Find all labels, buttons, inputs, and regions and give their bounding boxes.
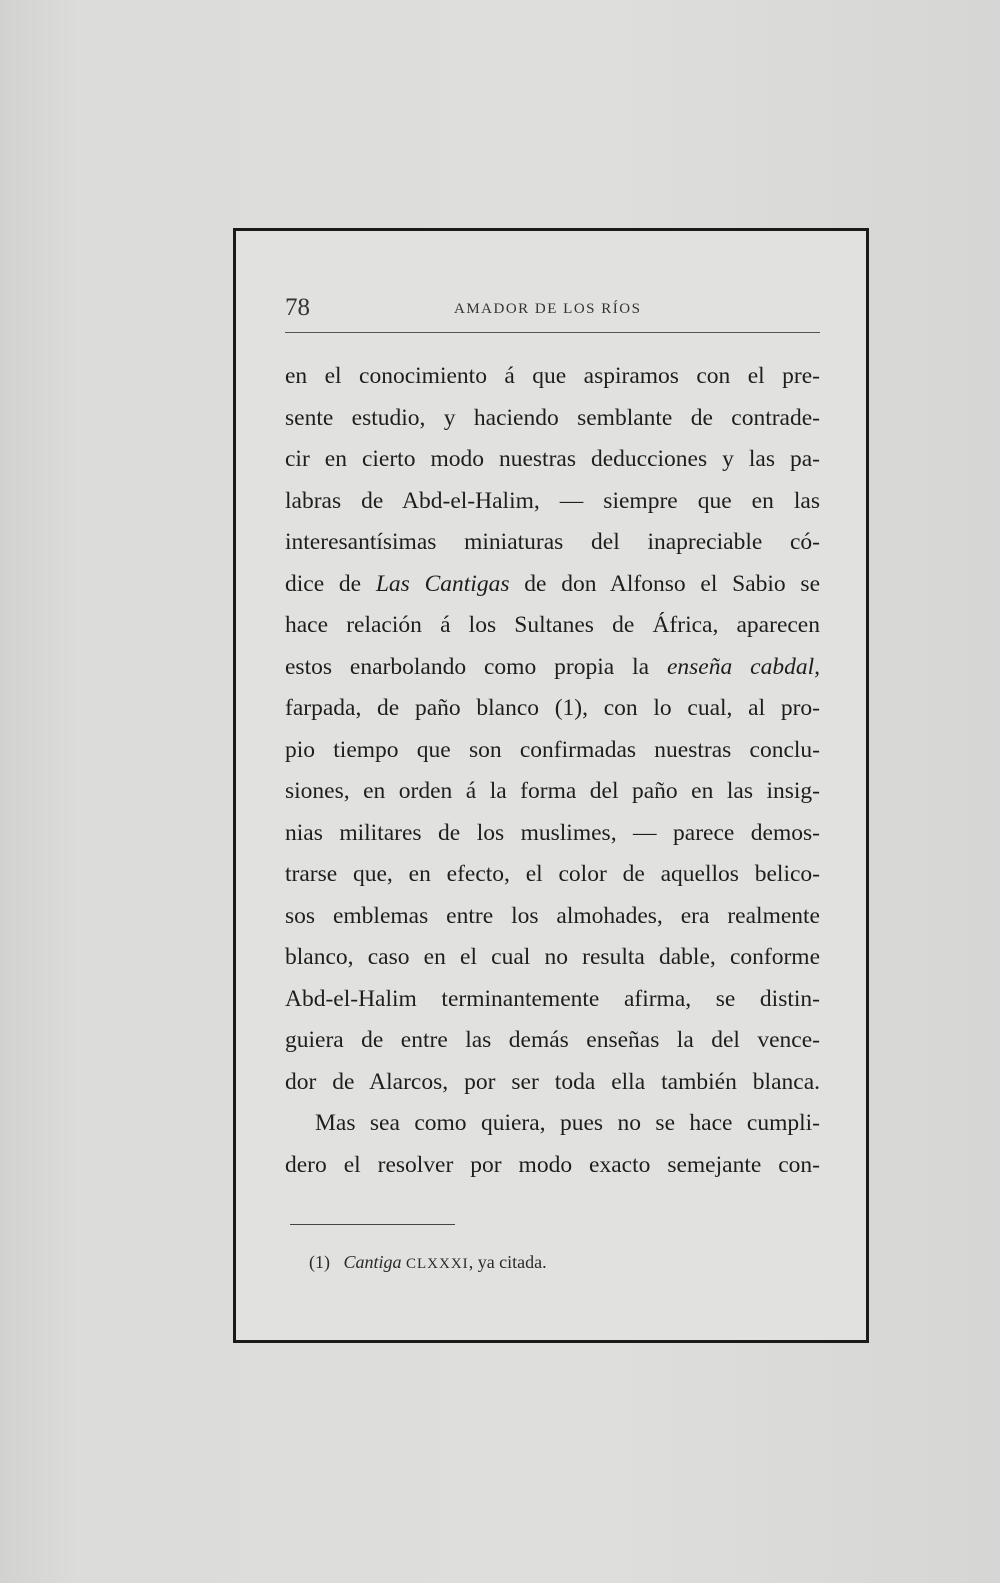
footnote-rest: , ya citada. [468,1252,547,1272]
text-line: farpada, de paño blanco (1), con lo cual, al pro- [285,695,820,721]
italic-title: Las Cantigas [375,570,510,597]
text-line: Abd-el-Halim terminantemente afirma, se distin- [285,985,820,1012]
text-line: guiera de entre las demás enseñas la del vence- [285,1027,820,1053]
running-head [285,294,820,326]
running-title: AMADOR DE LOS RÍOS [454,301,642,317]
text-line: Mas sea como quiera, pues no se hace cumpli- [315,1110,820,1136]
text-line: dero el resolver por modo exacto semejante con- [285,1151,820,1178]
text-line: interesantísimas miniaturas del inapreciable có- [285,529,820,555]
text-line: sos emblemas entre los almohades, era realmente [285,902,820,929]
text-line: dor de Alarcos, por ser toda ella también blanca. [285,1068,820,1095]
text-line [285,564,820,606]
footnote-italic: Cantiga [343,1252,402,1272]
text-line: cir en cierto modo nuestras deducciones y las pa- [285,446,820,472]
text-line: pio tiempo que son confirmadas nuestras conclu- [285,736,820,763]
text-line: sente estudio, y haciendo semblante de contrade- [285,404,820,431]
text-line: labras de Abd-el-Halim, — siempre que en las [285,487,820,514]
text-line: hace relación á los Sultanes de África, aparecen [285,612,820,638]
text-line: siones, en orden á la forma del paño en las insig- [285,778,820,804]
text-line: en el conocimiento á que aspiramos con el pre- [285,363,820,389]
text-run: de don Alfonso el Sabio se [509,570,821,597]
italic-term: enseña cabdal, [666,653,820,680]
footnote [309,1252,547,1273]
text-line [285,647,820,689]
footnote-marker: (1) [309,1252,330,1272]
body-text [285,356,820,1186]
text-run: dice de [285,570,376,597]
footnote-rule [290,1224,455,1225]
page-number: 78 [285,294,310,321]
text-line: blanco, caso en el cual no resulta dable, conforme [285,944,820,970]
header-rule [285,332,820,333]
footnote-numeral: CLXXXI [406,1256,469,1272]
text-line: nias militares de los muslimes, — parece demos- [285,819,820,846]
text-run: estos enarbolando como propia la [285,653,667,680]
text-line: trarse que, en efecto, el color de aquellos belico- [285,861,820,887]
